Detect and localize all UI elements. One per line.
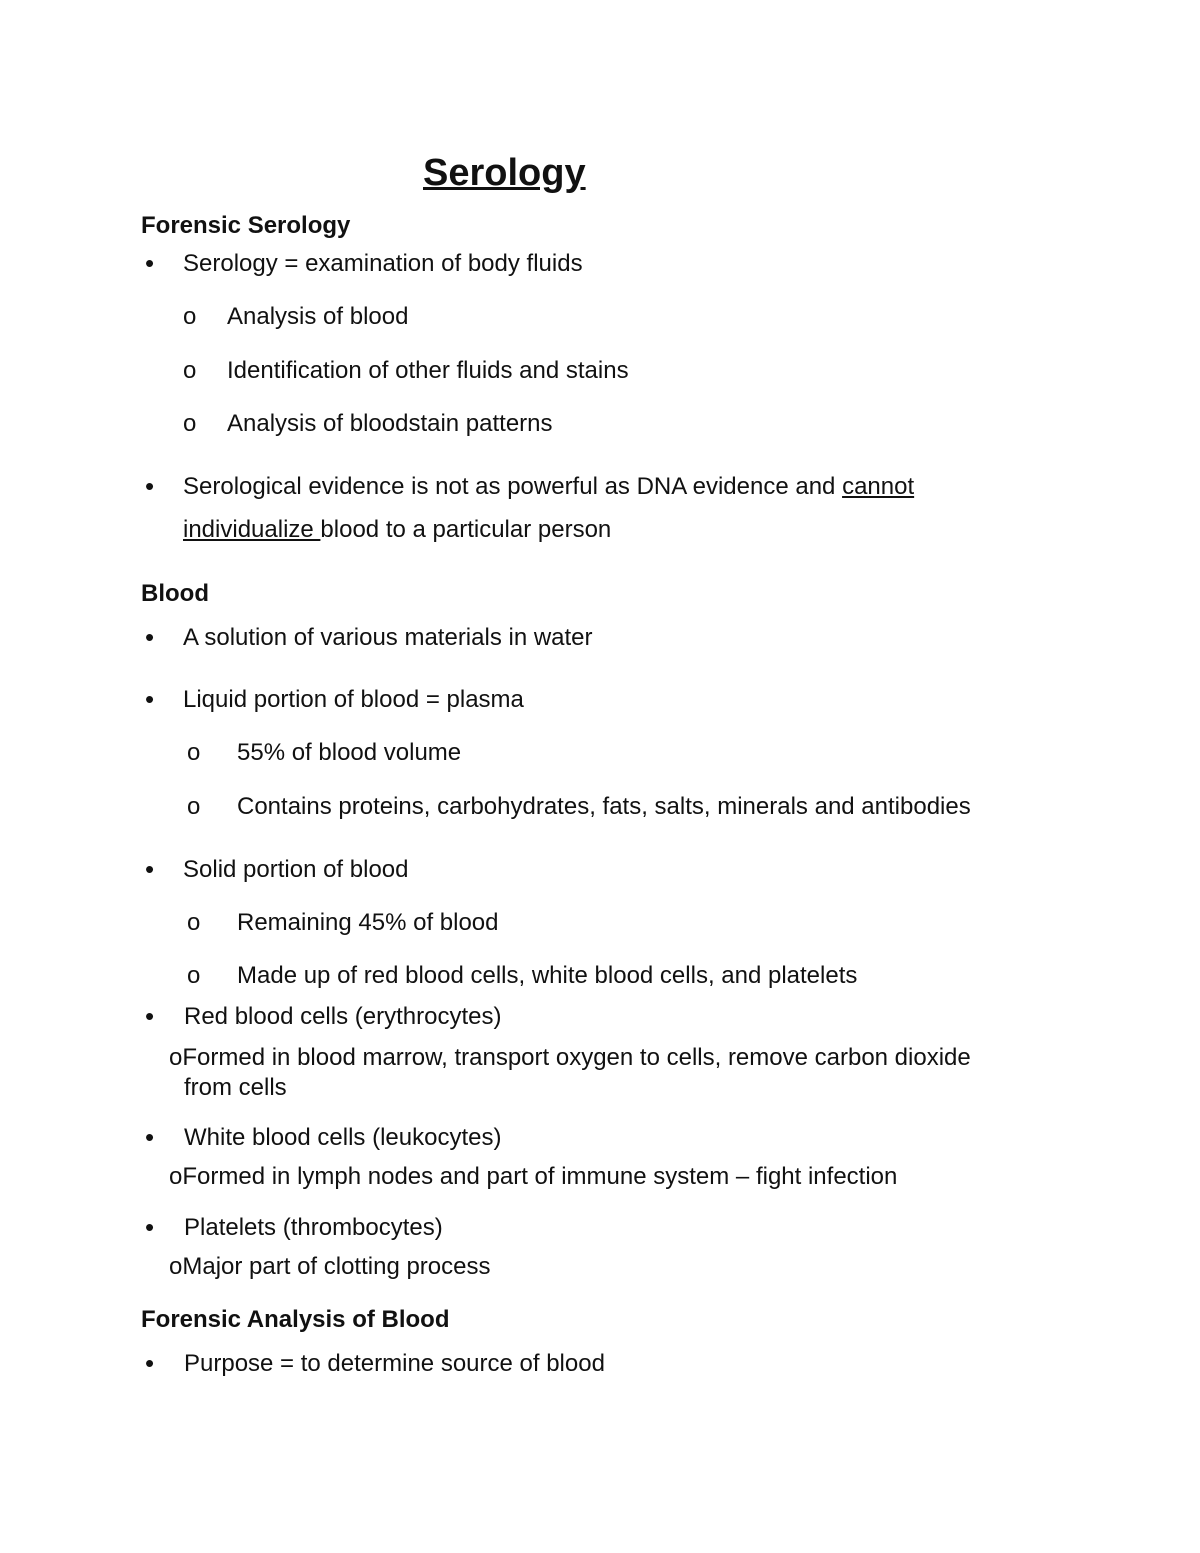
sub-item: Analysis of blood [227,303,409,330]
sub-marker: o [169,1044,183,1071]
sub-item [169,1162,897,1192]
sub-marker: o [187,793,201,820]
sub-marker: o [183,303,197,330]
sub-marker: o [187,909,201,936]
bullet-item: Liquid portion of blood = plasma [183,686,524,713]
bullet-item-continuation [183,515,611,545]
sub-item-continuation: from cells [184,1074,287,1101]
bullet-item-text: Serological evidence is not as powerful as DNA evidence and [183,473,843,500]
bullet-item [183,472,914,502]
bullet-item: A solution of various materials in water [183,624,593,651]
bullet-marker: • [145,1212,155,1242]
section-heading: Forensic Analysis of Blood [141,1306,450,1333]
sub-marker: o [183,410,197,437]
sub-item [169,1252,491,1282]
bullet-item: Solid portion of blood [183,856,409,883]
sub-marker: o [187,962,201,989]
sub-item: Contains proteins, carbohydrates, fats, salts, minerals and antibodies [237,793,971,820]
bullet-marker: • [145,1348,155,1378]
underlined-text: individualize [183,516,321,543]
bullet-item-text: blood to a particular person [320,516,612,543]
bullet-marker: • [145,471,155,501]
sub-item: Identification of other fluids and stains [227,357,629,384]
bullet-marker: • [145,622,155,652]
sub-item: Made up of red blood cells, white blood cells, and platelets [237,962,858,989]
sub-marker: o [183,357,197,384]
bullet-marker: • [145,248,155,278]
bullet-item: Purpose = to determine source of blood [184,1350,605,1377]
bullet-item: Platelets (thrombocytes) [184,1214,443,1241]
bullet-marker: • [145,1122,155,1152]
bullet-marker: • [145,684,155,714]
sub-item-text: Major part of clotting process [182,1253,491,1280]
sub-marker: o [169,1163,183,1190]
sub-marker: o [187,739,201,766]
bullet-item: Red blood cells (erythrocytes) [184,1003,502,1030]
bullet-marker: • [145,854,155,884]
sub-marker: o [169,1253,183,1280]
sub-item: 55% of blood volume [237,739,462,766]
section-heading: Forensic Serology [141,212,351,239]
page-title: Serology [423,152,586,194]
bullet-marker: • [145,1001,155,1031]
sub-item [169,1043,971,1073]
sub-item-text: Formed in blood marrow, transport oxygen to cells, remove carbon dioxide [182,1044,971,1071]
section-heading: Blood [141,580,209,607]
bullet-item: White blood cells (leukocytes) [184,1124,502,1151]
bullet-item: Serology = examination of body fluids [183,250,583,277]
sub-item: Analysis of bloodstain patterns [227,410,553,437]
sub-item: Remaining 45% of blood [237,909,499,936]
sub-item-text: Formed in lymph nodes and part of immune system – fight infection [182,1163,898,1190]
underlined-text: cannot [842,473,915,500]
